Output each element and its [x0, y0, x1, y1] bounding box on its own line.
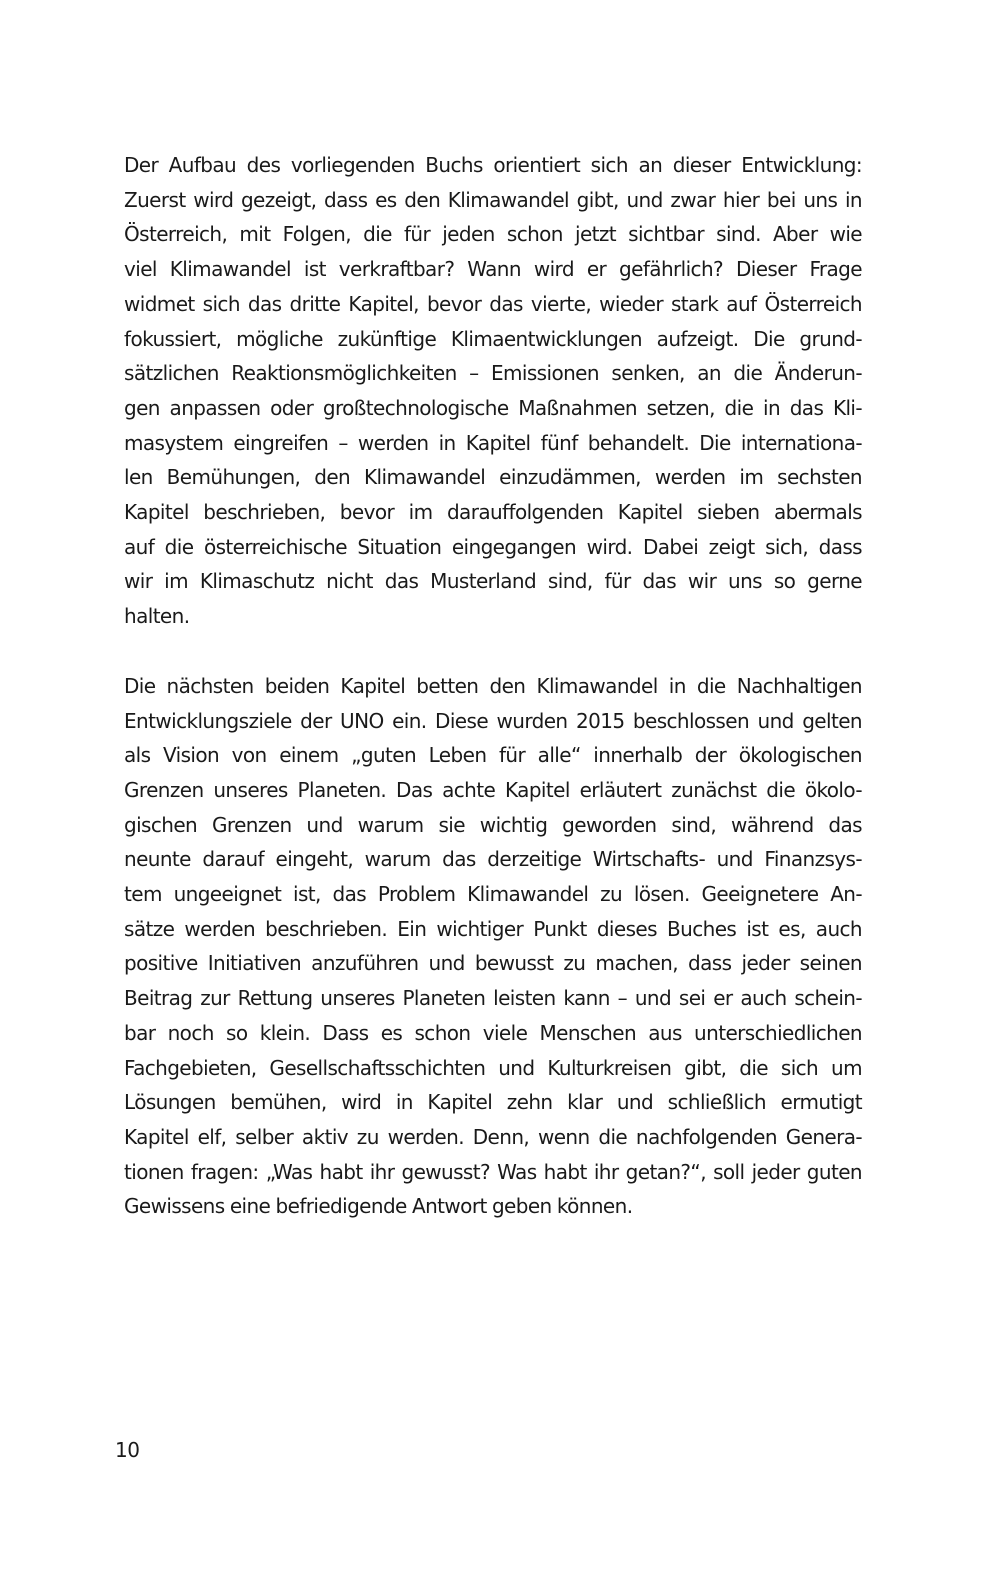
text-line: auf die österreichische Situation eingegangen wird. Dabei zeigt sich, dass [124, 534, 862, 559]
text-line: Kapitel elf, selber aktiv zu werden. Denn, wenn die nachfolgenden Genera- [124, 1124, 862, 1149]
text-line: halten. [124, 604, 190, 629]
paragraph-2 [124, 669, 862, 1224]
text-line: bar noch so klein. Dass es schon viele Menschen aus unterschiedlichen [124, 1020, 862, 1045]
body-text [124, 148, 862, 1224]
text-line: Kapitel beschrieben, bevor im darauffolgenden Kapitel sieben abermals [124, 500, 862, 525]
text-line: len Bemühungen, den Klimawandel einzudämmen, werden im sechsten [124, 465, 862, 490]
text-line: Fachgebieten, Gesellschaftsschichten und Kulturkreisen gibt, die sich um [124, 1055, 862, 1080]
text-line: Der Aufbau des vorliegenden Buchs orientiert sich an dieser Entwicklung: [124, 153, 862, 177]
text-line: Lösungen bemühen, wird in Kapitel zehn klar und schließlich ermutigt [124, 1090, 862, 1115]
text-line: viel Klimawandel ist verkraftbar? Wann wird er gefährlich? Dieser Frage [124, 257, 862, 282]
text-line: fokussiert, mögliche zukünftige Klimaentwicklungen aufzeigt. Die grund- [124, 326, 862, 351]
text-line: wir im Klimaschutz nicht das Musterland sind, für das wir uns so gerne [124, 569, 862, 594]
text-line: tem ungeeignet ist, das Problem Klimawandel zu lösen. Geeignetere An- [124, 882, 862, 907]
text-line: Grenzen unseres Planeten. Das achte Kapitel erläutert zunächst die ökolo- [124, 777, 862, 802]
text-line: Zuerst wird gezeigt, dass es den Klimawandel gibt, und zwar hier bei uns in [124, 187, 862, 212]
text-line: neunte darauf eingeht, warum das derzeitige Wirtschafts- und Finanzsys- [124, 847, 862, 872]
text-line: sätze werden beschrieben. Ein wichtiger Punkt dieses Buches ist es, auch [124, 916, 862, 941]
text-line: Gewissens eine befriedigende Antwort geben können. [124, 1194, 633, 1219]
text-line: tionen fragen: „Was habt ihr gewusst? Was habt ihr getan?“, soll jeder guten [124, 1159, 862, 1184]
text-line: widmet sich das dritte Kapitel, bevor das vierte, wieder stark auf Österreich [124, 291, 862, 316]
paragraph-1 [124, 148, 862, 634]
paragraph-spacer [124, 634, 862, 669]
text-line: Beitrag zur Rettung unseres Planeten leisten kann – und sei er auch schein- [124, 986, 862, 1011]
page-number: 10 [115, 1438, 140, 1462]
text-line: Entwicklungsziele der UNO ein. Diese wurden 2015 beschlossen und gelten [124, 708, 862, 733]
text-line: positive Initiativen anzuführen und bewusst zu machen, dass jeder seinen [124, 951, 862, 976]
text-line: gischen Grenzen und warum sie wichtig geworden sind, während das [124, 812, 862, 837]
text-line: gen anpassen oder großtechnologische Maßnahmen setzen, die in das Kli- [124, 395, 862, 420]
text-line: sätzlichen Reaktionsmöglichkeiten – Emissionen senken, an die Änderun- [124, 361, 862, 386]
text-line: Die nächsten beiden Kapitel betten den Klimawandel in die Nachhaltigen [124, 673, 862, 698]
text-line: Österreich, mit Folgen, die für jeden schon jetzt sichtbar sind. Aber wie [124, 222, 862, 247]
text-line: masystem eingreifen – werden in Kapitel fünf behandelt. Die internationa- [124, 430, 862, 455]
text-line: als Vision von einem „guten Leben für alle“ innerhalb der ökologischen [124, 743, 862, 768]
